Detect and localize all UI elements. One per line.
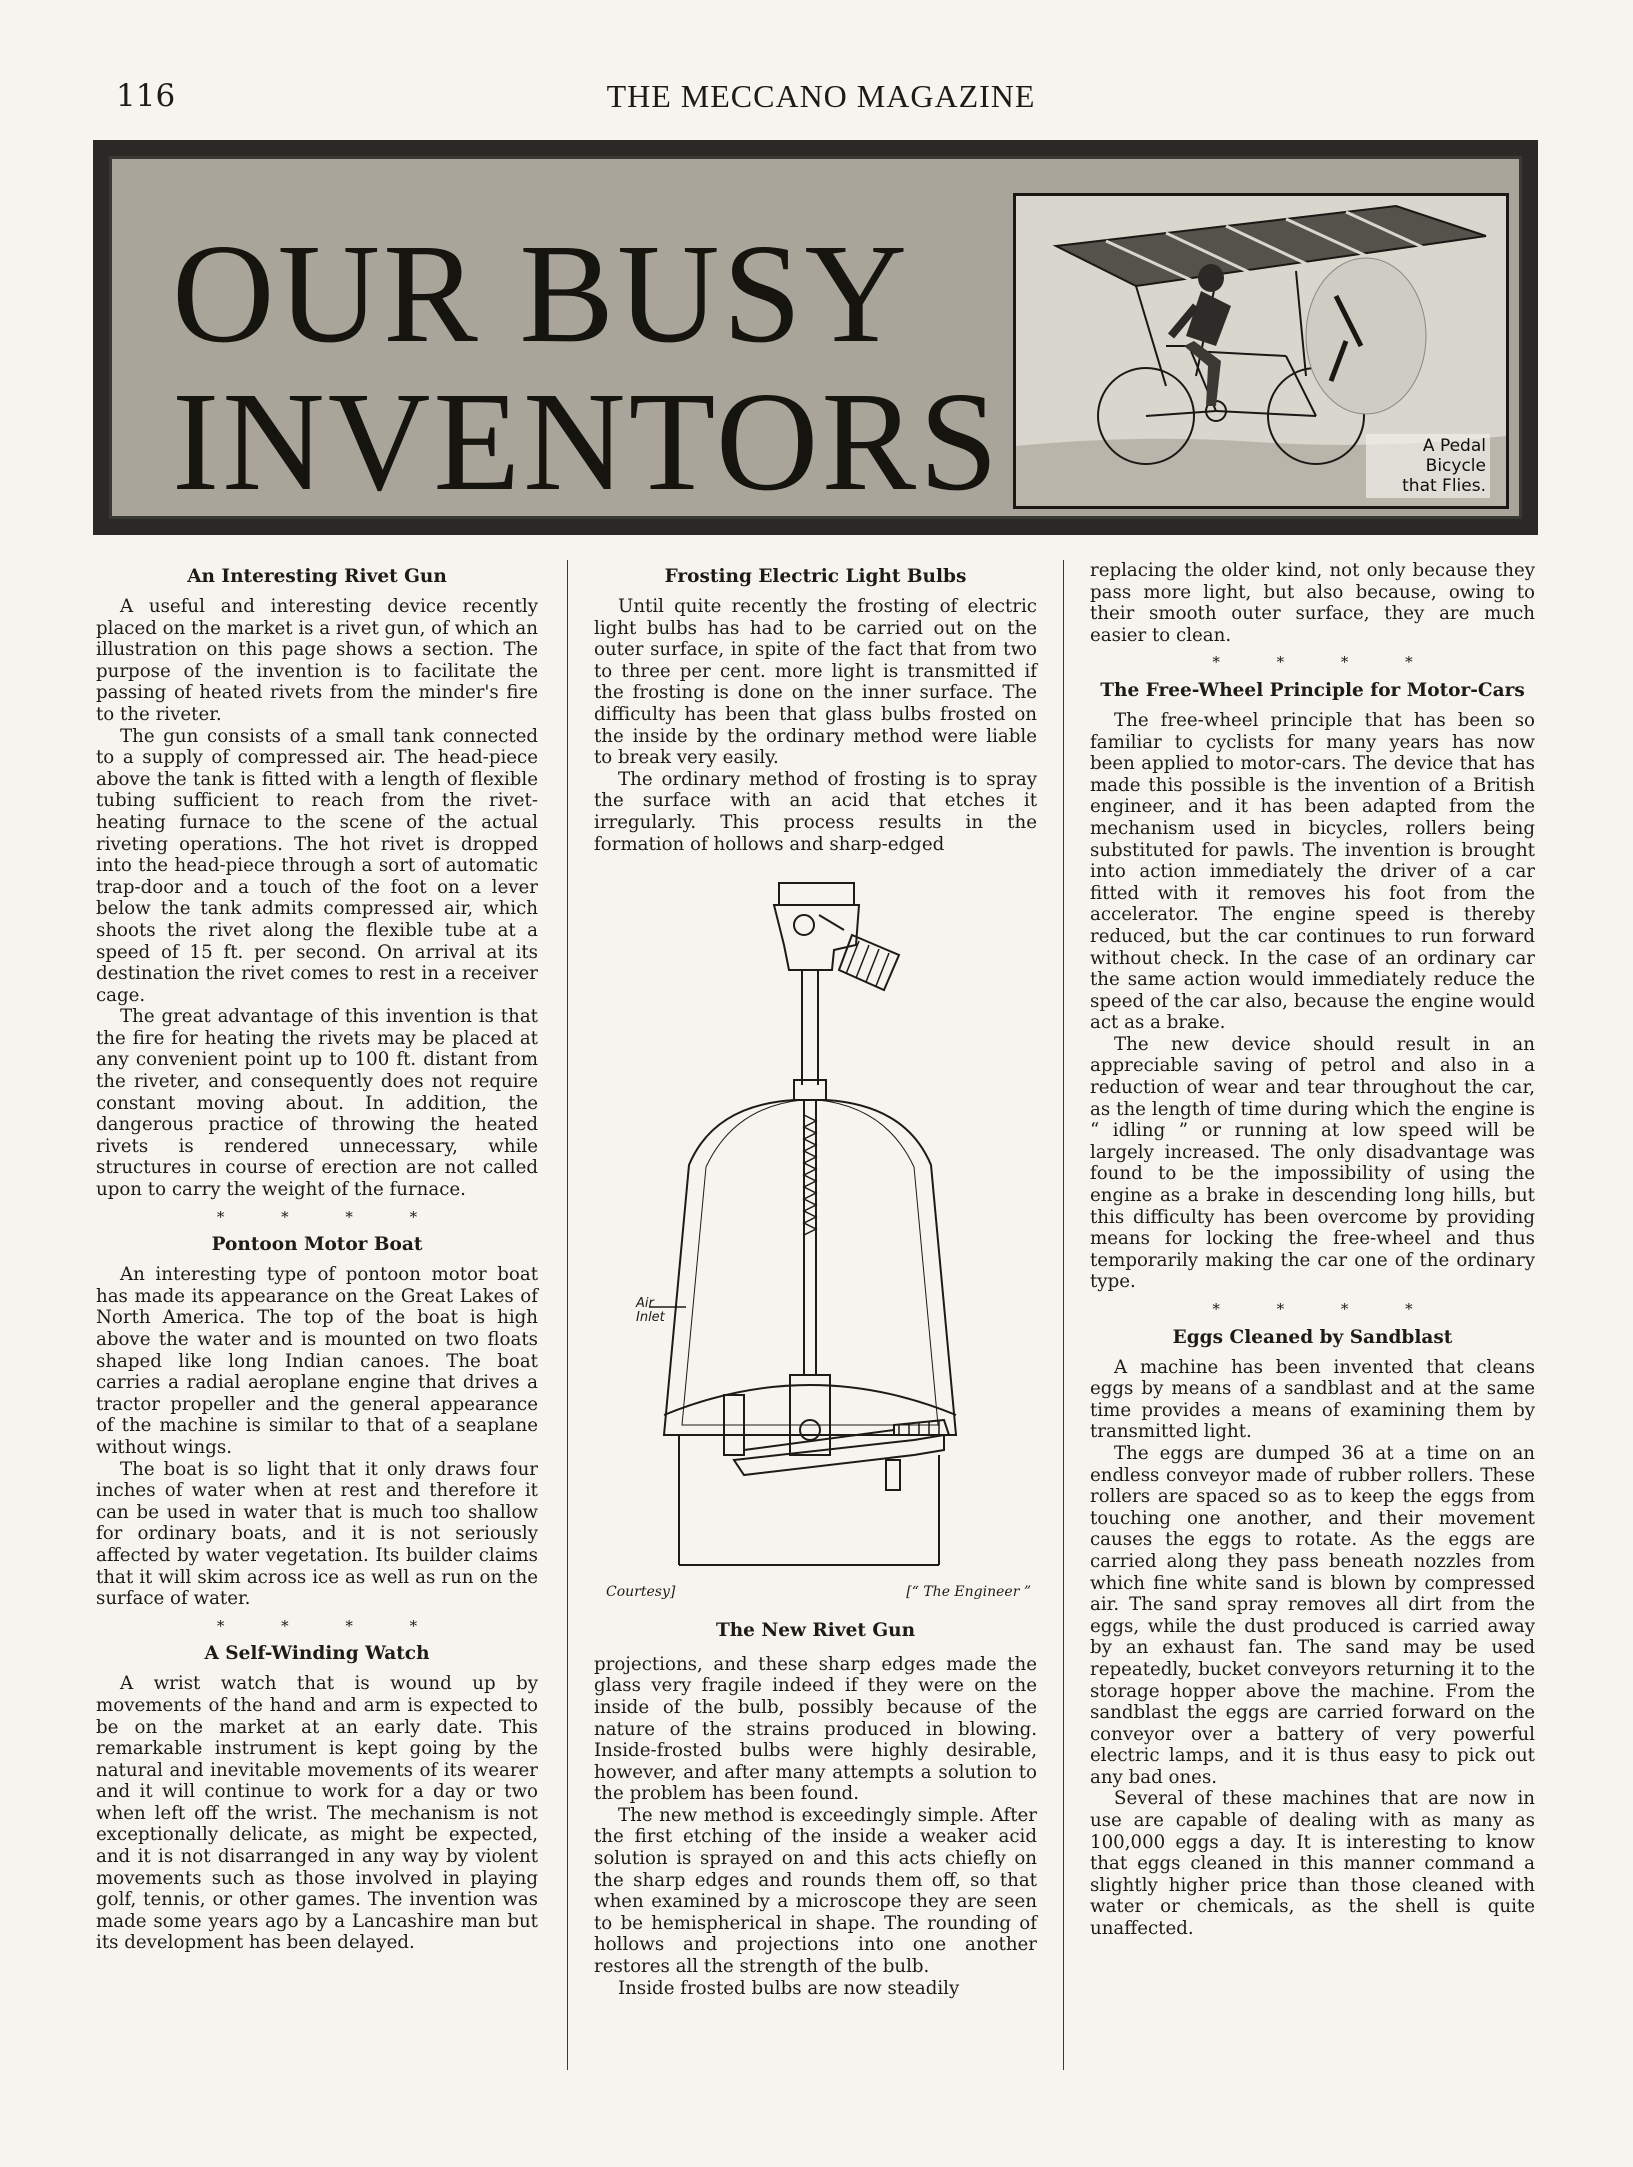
air-inlet-label	[636, 1297, 665, 1325]
eggs-paragraph-2: The eggs are dumped 36 at a time on an endless conveyor made of rubber rollers. These rollers are spaced so as to keep the eggs from touching one another, and their movement causes the eggs to rotate. As the eggs are carried along they pass beneath nozzles from which fine white sand is blown by compressed air. The sand spray removes all dirt from the eggs, while the dust produced is carried away by an exhaust fan. The sand may be used repeatedly, bucket conveyors returning it to the storage hopper above the machine. From the sandblast the eggs are carried forward on the conveyor over a battery of very powerful electric lamps, and it is thus easy to pick out any bad ones.	[1090, 1442, 1535, 1788]
frosting-paragraph-2-continued: projections, and these sharp edges made the glass very fragile indeed if they were on the inside of the bulb, possibly because of the nature of the strains produced in blowing. Inside-frosted bulbs were highly desirable, however, and after many attempts a solution to the problem has been found.	[594, 1653, 1037, 1805]
frosting-heading: Frosting Electric Light Bulbs	[664, 566, 967, 587]
freewheel-heading: The Free-Wheel Principle for Motor-Cars	[1100, 679, 1525, 701]
eggs-paragraph-1: A machine has been invented that cleans eggs by means of a sandblast and at the same time provides a means of examining them by transmitted light.	[1090, 1356, 1535, 1443]
figure-caption: The New Rivet Gun	[715, 1620, 916, 1642]
frosting-paragraph-4-continued: replacing the older kind, not only because they pass more light, but also because, owing to their smooth outer surface, they are much easier to clean.	[1090, 560, 1535, 646]
rivet-gun-heading: An Interesting Rivet Gun	[187, 566, 447, 587]
rivet-gun-section-drawing	[594, 875, 1037, 1575]
rivet-gun-paragraph-1: A useful and interesting device recently placed on the market is a rivet gun, of which an illustration on this page shows a section. The purpose of the invention is to facilitate the passing of heated rivets from the minder's fire to the riveter.	[96, 596, 538, 725]
section-title	[172, 214, 1072, 520]
frosting-paragraph-3: The new method is exceedingly simple. After the first etching of the inside a weaker acid solution is sprayed on and this acts chiefly on the sharp edges and rounds them off, so that when examined by a microscope they are seen to be hemispherical in shape. The rounding of hollows and projections into one another restores all the strength of the bulb.	[594, 1804, 1037, 1978]
rivet-gun-paragraph-3: The great advantage of this invention is that the fire for heating the rivets may be placed at any convenient point up to 100 ft. distant from the riveter, and consequently does not require constant moving about. In addition, the dangerous practice of throwing the heated rivets is rendered unnecessary, while structures in course of erection are not called upon to carry the weight of the furnace.	[96, 1006, 538, 1201]
magazine-title: THE MECCANO MAGAZINE	[606, 78, 1036, 114]
watch-heading: A Self-Winding Watch	[204, 1643, 430, 1665]
column-rule-2	[1063, 560, 1064, 2070]
rivet-gun-figure	[594, 875, 1037, 1620]
frosting-paragraph-2-start: The ordinary method of frosting is to spray the surface with an acid that etches it irregularly. This process results in the formation of hollows and sharp-edged	[594, 768, 1037, 855]
inlet-label: Inlet	[636, 1310, 665, 1326]
section-title-line1: OUR BUSY	[172, 214, 911, 372]
section-separator: * * * *	[216, 1207, 444, 1226]
section-separator: * * * *	[1212, 653, 1439, 672]
freewheel-paragraph-1: The free-wheel principle that has been so familiar to cyclists for many years has now been applied to motor-cars. The device that has made this possible is the invention of a British engineer, and it has been adapted from the mechanism used in bicycles, rollers being substituted for pawls. The invention is brought into action immediately the driver of a car fitted with it removes his foot from the accelerator. The engine speed is thereby reduced, but the car continues to run forward without check. In the case of an ordinary car the same action would immediately reduce the speed of the car also, because the engine would act as a brake.	[1090, 709, 1535, 1034]
eggs-paragraph-3: Several of these machines that are now in use are capable of dealing with as many as 100,000 eggs a day. It is interesting to know that eggs cleaned in this manner command a slightly higher price than those cleaned with water or chemicals, as the shell is quite unaffected.	[1090, 1788, 1535, 1940]
credit-courtesy: Courtesy]	[606, 1584, 676, 1601]
pontoon-heading: Pontoon Motor Boat	[211, 1234, 423, 1256]
rivet-gun-paragraph-2: The gun consists of a small tank connected to a supply of compressed air. The head-piece above the tank is fitted with a length of flexible tubing sufficient to reach from the rivet-heating furnace to the scene of the actual riveting operations. The hot rivet is dropped into the head-piece through a sort of automatic trap-door and a touch of the foot on a lever below the tank admits compressed air, which shoots the rivet along the flexible tube at a speed of 15 ft. per second. On arrival at its destination the rivet comes to rest in a receiver cage.	[96, 725, 538, 1006]
credit-source: [“ The Engineer ”	[906, 1584, 1031, 1601]
frosting-paragraph-4-start: Inside frosted bulbs are now steadily	[618, 1977, 960, 1999]
picture-caption-line3: that Flies.	[1402, 476, 1486, 496]
freewheel-paragraph-2: The new device should result in an appreciable saving of petrol and also in a reduction of wear and tear throughout the car, as the length of time during which the engine is “ idling ” or running at low speed will be largely increased. The only disadvantage was found to be the impossibility of using the engine as a brake in descending long hills, but this difficulty has been overcome by providing means for locking the free-wheel and thus temporarily making the car one of the ordinary type.	[1090, 1033, 1535, 1293]
picture-caption	[1366, 434, 1490, 498]
column-rule-1	[567, 560, 568, 2070]
flying-bicycle-illustration	[1013, 193, 1509, 509]
running-head	[116, 78, 1516, 122]
frosting-paragraph-1: Until quite recently the frosting of electric light bulbs has had to be carried out on the outer surface, in spite of the fact that from two to three per cent. more light is transmitted if the frosting is done on the inner surface. The difficulty has been that glass bulbs frosted on the inside by the ordinary method were liable to break very easily.	[594, 596, 1037, 769]
pontoon-paragraph-2: The boat is so light that it only draws four inches of water when at rest and therefore it can be used in water that is much too shallow for ordinary boats, and it is not seriously affected by water vegetation. Its builder claims that it will skim across ice as well as run on the surface of water.	[96, 1458, 538, 1610]
section-separator: * * * *	[216, 1616, 444, 1635]
column-1	[96, 560, 538, 1954]
picture-caption-line2: Bicycle	[1425, 456, 1486, 476]
pontoon-paragraph-1: An interesting type of pontoon motor boat has made its appearance on the Great Lakes of North America. The top of the boat is high above the water and is mounted on two floats shaped like long Indian canoes. The boat carries a radial aeroplane engine that drives a tractor propeller and the general appearance of the machine is similar to that of a seaplane without wings.	[96, 1264, 538, 1458]
title-banner	[93, 140, 1538, 535]
banner-panel	[109, 156, 1522, 519]
eggs-heading: Eggs Cleaned by Sandblast	[1172, 1326, 1453, 1348]
column-2	[594, 560, 1037, 1999]
air-label: Air	[636, 1296, 654, 1312]
picture-caption-line1: A Pedal	[1422, 436, 1486, 456]
watch-paragraph-1: A wrist watch that is wound up by movements of the hand and arm is expected to be on the market at an early date. This remarkable instrument is kept going by the natural and inevitable movements of its wearer and it will continue to work for a day or two when left off the wrist. The mechanism is not exceptionally delicate, as might be expected, and it is not disarranged in any way by violent movements such as those involved in playing golf, tennis, or other games. The invention was made some years ago by a Lancashire man but its development has been delayed.	[96, 1673, 538, 1954]
section-title-line2: INVENTORS	[172, 362, 1002, 520]
column-3	[1090, 560, 1535, 1940]
section-separator: * * * *	[1212, 1300, 1439, 1318]
page-number: 116	[116, 78, 176, 114]
